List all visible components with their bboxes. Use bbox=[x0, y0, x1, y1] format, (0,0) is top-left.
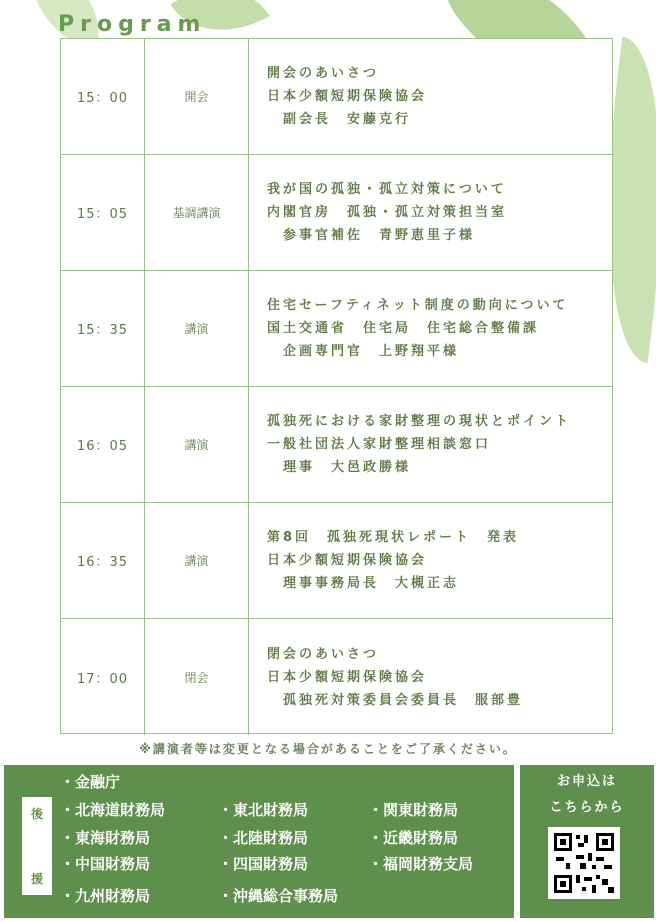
program-line: 内閣官房 孤独・孤立対策担当室 bbox=[267, 205, 508, 220]
program-row bbox=[61, 39, 612, 155]
program-line: 日本少額短期保険協会 bbox=[267, 553, 428, 568]
program-type: 閉会 bbox=[145, 619, 249, 735]
qr-code-icon[interactable] bbox=[548, 827, 620, 899]
program-row bbox=[61, 619, 612, 735]
support-org: ・四国財務局 bbox=[218, 855, 309, 873]
program-time: 16：35 bbox=[61, 503, 145, 618]
support-org: ・東北財務局 bbox=[218, 801, 309, 819]
program-row bbox=[61, 155, 612, 271]
program-line: 副会長 安藤克行 bbox=[283, 112, 412, 127]
program-line: 理事 大邑政勝様 bbox=[283, 460, 412, 475]
apply-panel bbox=[520, 765, 654, 918]
program-description bbox=[249, 271, 612, 386]
program-type: 講演 bbox=[145, 271, 249, 386]
program-time: 15：05 bbox=[61, 155, 145, 270]
support-org: ・福岡財務支局 bbox=[368, 855, 474, 873]
apply-text-line2: こちらから bbox=[549, 800, 625, 815]
program-row bbox=[61, 503, 612, 619]
disclaimer-note: ※講演者等は変更となる場合があることをご了承ください。 bbox=[139, 742, 517, 756]
program-time: 15：00 bbox=[61, 39, 145, 154]
program-line: 日本少額短期保険協会 bbox=[267, 669, 428, 685]
program-description bbox=[249, 503, 612, 618]
support-org: ・九州財務局 bbox=[60, 887, 151, 905]
program-type: 講演 bbox=[145, 387, 249, 502]
program-time: 17：00 bbox=[61, 619, 145, 735]
program-line: 企画専門官 上野翔平様 bbox=[283, 344, 460, 359]
support-org: ・中国財務局 bbox=[60, 855, 151, 873]
program-table bbox=[60, 38, 613, 734]
program-type: 開会 bbox=[145, 39, 249, 154]
program-line: 日本少額短期保険協会 bbox=[267, 89, 428, 104]
page-title: Program bbox=[58, 12, 207, 37]
program-line: 我が国の孤独・孤立対策について bbox=[267, 182, 507, 197]
program-line: 一般社団法人家財整理相談窓口 bbox=[267, 437, 492, 452]
support-label-top: 後 bbox=[30, 807, 43, 821]
support-org: ・東海財務局 bbox=[60, 829, 151, 847]
support-label bbox=[22, 797, 52, 895]
program-line: 閉会のあいさつ bbox=[267, 646, 380, 662]
support-panel bbox=[4, 765, 514, 918]
program-line: 孤独死対策委員会委員長 服部豊 bbox=[283, 692, 524, 708]
program-line: 理事事務局長 大槻正志 bbox=[283, 576, 460, 591]
support-org: ・北陸財務局 bbox=[218, 829, 309, 847]
program-type: 講演 bbox=[145, 503, 249, 618]
support-org: ・沖縄総合事務局 bbox=[218, 887, 339, 905]
support-label-bottom: 援 bbox=[30, 872, 43, 886]
support-org: ・金融庁 bbox=[60, 773, 121, 791]
program-time: 16：05 bbox=[61, 387, 145, 502]
program-line: 孤独死における家財整理の現状とポイント bbox=[267, 414, 572, 429]
program-type: 基調講演 bbox=[145, 155, 249, 270]
apply-text-line1: お申込は bbox=[556, 774, 617, 789]
support-org: ・北海道財務局 bbox=[60, 801, 166, 819]
program-description bbox=[249, 387, 612, 502]
program-line: 国土交通省 住宅局 住宅総合整備課 bbox=[267, 321, 540, 336]
program-time: 15：35 bbox=[61, 271, 145, 386]
program-description bbox=[249, 155, 612, 270]
program-row bbox=[61, 271, 612, 387]
support-org: ・関東財務局 bbox=[368, 801, 459, 819]
program-line: 参事官補佐 青野恵里子様 bbox=[283, 228, 476, 243]
program-line: 住宅セーフティネット制度の動向について bbox=[267, 298, 569, 313]
program-description bbox=[249, 39, 612, 154]
program-line: 開会のあいさつ bbox=[267, 66, 380, 81]
support-org: ・近畿財務局 bbox=[368, 829, 459, 847]
program-row bbox=[61, 387, 612, 503]
program-description bbox=[249, 619, 612, 735]
program-line: 第8回 孤独死現状レポート 発表 bbox=[267, 530, 520, 545]
